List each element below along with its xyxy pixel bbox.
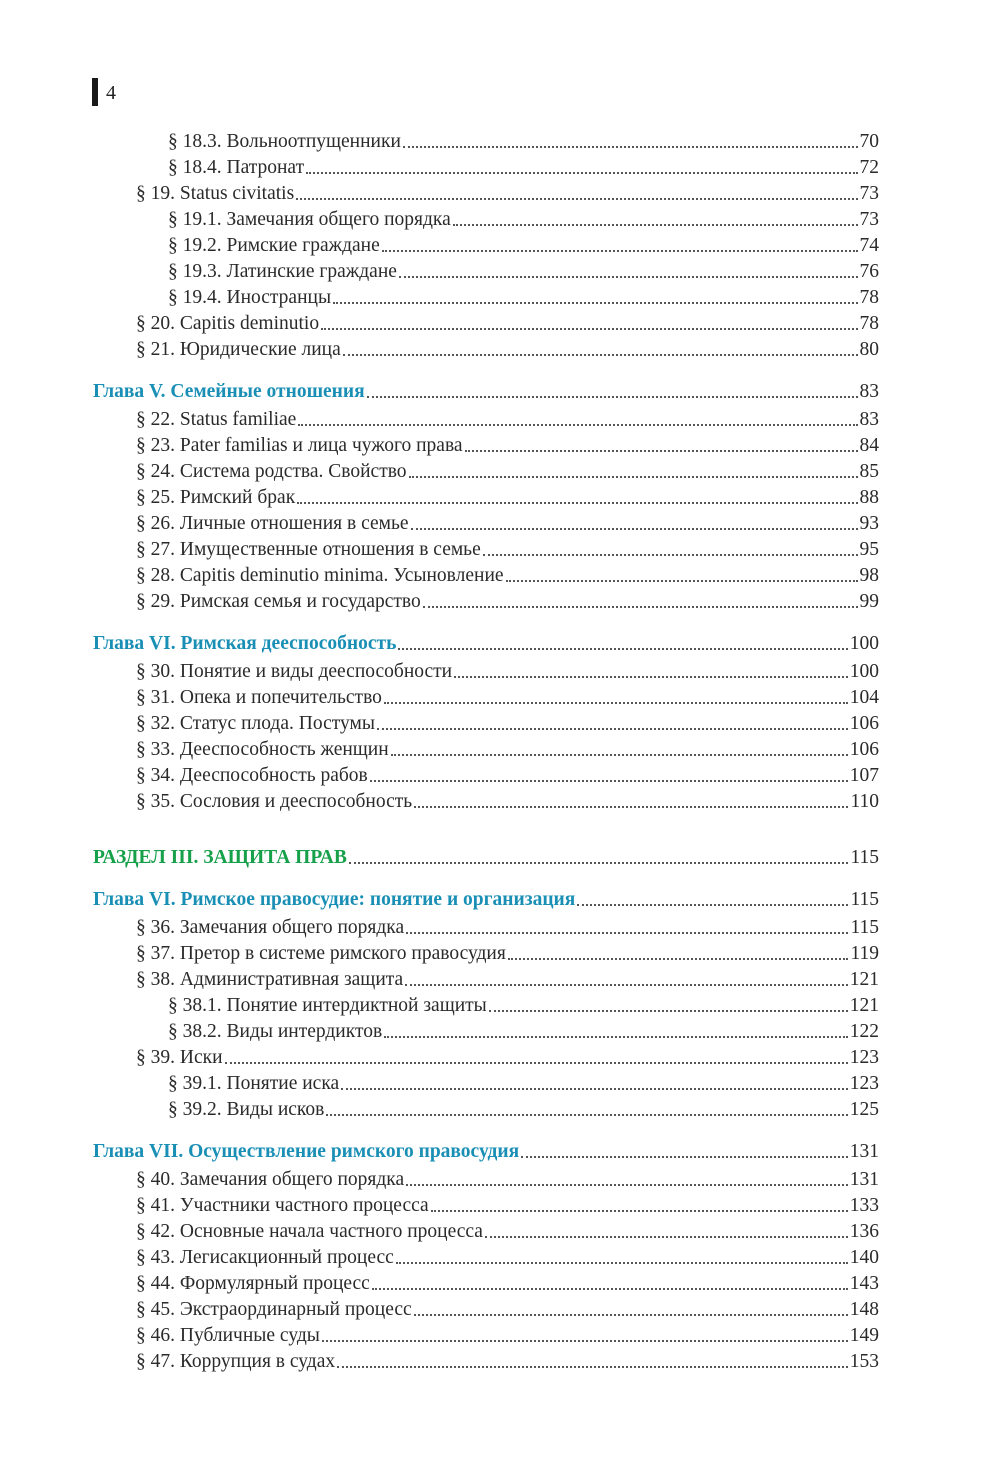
toc-entry-title: § 19.2. Римские граждане bbox=[168, 235, 380, 256]
toc-entry-page: 74 bbox=[859, 235, 879, 256]
dot-leader bbox=[521, 1156, 848, 1158]
toc-entry-title: § 38. Административная защита bbox=[136, 969, 404, 990]
toc-entry[interactable] bbox=[136, 658, 879, 684]
toc-entry[interactable] bbox=[136, 1192, 879, 1218]
dot-leader bbox=[399, 276, 858, 278]
toc-entry[interactable] bbox=[136, 940, 879, 966]
toc-entry-page: 83 bbox=[859, 381, 879, 402]
dot-leader bbox=[485, 1236, 848, 1238]
toc-entry-title: § 37. Претор в системе римского правосудия bbox=[136, 943, 506, 964]
toc-entry-title: § 34. Дееспособность рабов bbox=[136, 765, 368, 786]
dot-leader bbox=[225, 1062, 848, 1064]
toc-entry-page: 115 bbox=[850, 847, 879, 868]
toc-entry-title: § 18.3. Вольноотпущенники bbox=[168, 131, 401, 152]
toc-entry[interactable] bbox=[136, 432, 879, 458]
dot-leader bbox=[384, 1036, 848, 1038]
toc-entry[interactable] bbox=[136, 1348, 879, 1374]
toc-entry-title: § 19.3. Латинские граждане bbox=[168, 261, 397, 282]
toc-entry-title: § 21. Юридические лица bbox=[136, 339, 341, 360]
toc-entry[interactable] bbox=[136, 484, 879, 510]
toc-entry-page: 70 bbox=[859, 131, 879, 152]
toc-entry-title: § 39.2. Виды исков bbox=[168, 1099, 325, 1120]
toc-entry-title: § 45. Экстраординарный процесс bbox=[136, 1299, 412, 1320]
toc-entry-title: § 44. Формулярный процесс bbox=[136, 1273, 370, 1294]
toc-entry-title: § 33. Дееспособность женщин bbox=[136, 739, 389, 760]
toc-entry[interactable] bbox=[168, 258, 879, 284]
toc-entry[interactable] bbox=[136, 180, 879, 206]
dot-leader bbox=[384, 702, 848, 704]
toc-entry-title: § 38.2. Виды интердиктов bbox=[168, 1021, 383, 1042]
dot-leader bbox=[367, 396, 858, 398]
toc-entry-page: 78 bbox=[859, 313, 879, 334]
dot-leader bbox=[298, 424, 857, 426]
dot-leader bbox=[414, 806, 848, 808]
toc-entry-title: § 25. Римский брак bbox=[136, 487, 296, 508]
toc-entry-page: 121 bbox=[849, 969, 879, 990]
toc-entry[interactable] bbox=[136, 710, 879, 736]
toc-entry-page: 107 bbox=[849, 765, 879, 786]
toc-entry[interactable] bbox=[168, 284, 879, 310]
toc-entry-page: 88 bbox=[859, 487, 879, 508]
dot-leader bbox=[391, 754, 848, 756]
toc-entry-page: 76 bbox=[859, 261, 879, 282]
toc-entry-title: § 42. Основные начала частного процесса bbox=[136, 1221, 483, 1242]
toc-entry-title: § 43. Легисакционный процесс bbox=[136, 1247, 394, 1268]
toc-entry-page: 78 bbox=[859, 287, 879, 308]
toc-entry-title: § 24. Система родства. Свойство bbox=[136, 461, 407, 482]
dot-leader bbox=[306, 172, 857, 174]
toc-entry[interactable] bbox=[168, 128, 879, 154]
dot-leader bbox=[396, 1262, 848, 1264]
dot-leader bbox=[343, 354, 858, 356]
toc-entry-page: 73 bbox=[859, 209, 879, 230]
toc-entry-page: 153 bbox=[849, 1351, 879, 1372]
toc-entry-title: § 35. Сословия и дееспособность bbox=[136, 791, 413, 812]
toc-entry[interactable] bbox=[136, 788, 879, 814]
toc-entry[interactable] bbox=[168, 1096, 879, 1122]
toc-entry-page: 73 bbox=[859, 183, 879, 204]
toc-entry[interactable] bbox=[136, 762, 879, 788]
toc-entry-title: Глава VI. Римское правосудие: понятие и организация bbox=[93, 889, 576, 910]
toc-entry-title: § 29. Римская семья и государство bbox=[136, 591, 421, 612]
toc-entry[interactable] bbox=[136, 1166, 879, 1192]
toc-entry-page: 83 bbox=[859, 409, 879, 430]
toc-entry[interactable] bbox=[136, 510, 879, 536]
toc-entry-title: § 19. Status civitatis bbox=[136, 183, 295, 204]
toc-entry-title: § 46. Публичные суды bbox=[136, 1325, 320, 1346]
toc-entry-page: 122 bbox=[849, 1021, 879, 1042]
toc-entry-page: 106 bbox=[849, 739, 879, 760]
dot-leader bbox=[406, 932, 848, 934]
page-number: 4 bbox=[106, 82, 116, 104]
dot-leader bbox=[382, 250, 858, 252]
page-marker-bar bbox=[92, 78, 98, 106]
dot-leader bbox=[337, 1366, 848, 1368]
toc-entry-title: § 39.1. Понятие иска bbox=[168, 1073, 340, 1094]
toc-entry-title: § 38.1. Понятие интердиктной защиты bbox=[168, 995, 487, 1016]
toc-entry-title: § 27. Имущественные отношения в семье bbox=[136, 539, 481, 560]
dot-leader bbox=[489, 1010, 848, 1012]
toc-entry[interactable] bbox=[136, 536, 879, 562]
toc-entry-page: 84 bbox=[859, 435, 879, 456]
toc-entry-title: § 39. Иски bbox=[136, 1047, 223, 1068]
toc-entry-title: § 41. Участники частного процесса bbox=[136, 1195, 429, 1216]
toc-entry[interactable] bbox=[136, 966, 879, 992]
toc-entry[interactable] bbox=[136, 914, 879, 940]
toc-entry[interactable] bbox=[136, 1296, 879, 1322]
toc-entry-page: 136 bbox=[849, 1221, 879, 1242]
toc-entry-page: 72 bbox=[859, 157, 879, 178]
toc-entry[interactable] bbox=[136, 336, 879, 362]
toc-entry-page: 85 bbox=[859, 461, 879, 482]
toc-entry-page: 149 bbox=[849, 1325, 879, 1346]
toc-entry-page: 131 bbox=[849, 1141, 879, 1162]
toc-entry-page: 98 bbox=[859, 565, 879, 586]
dot-leader bbox=[398, 648, 847, 650]
dot-leader bbox=[349, 862, 849, 864]
toc-entry-page: 100 bbox=[849, 633, 879, 654]
toc-entry-page: 99 bbox=[859, 591, 879, 612]
toc-entry-title: § 23. Pater familias и лица чужого права bbox=[136, 435, 463, 456]
toc-chapter-entry[interactable] bbox=[93, 1138, 879, 1164]
toc-entry-title: § 19.1. Замечания общего порядка bbox=[168, 209, 451, 230]
toc-entry[interactable] bbox=[136, 1322, 879, 1348]
dot-leader bbox=[406, 1184, 848, 1186]
toc-chapter-entry[interactable] bbox=[93, 886, 879, 912]
toc-entry-title: § 20. Capitis deminutio bbox=[136, 313, 320, 334]
toc-entry-page: 106 bbox=[849, 713, 879, 734]
toc-entry-page: 119 bbox=[850, 943, 879, 964]
toc-entry[interactable] bbox=[136, 588, 879, 614]
toc-entry-title: § 18.4. Патронат bbox=[168, 157, 305, 178]
toc-entry-page: 104 bbox=[849, 687, 879, 708]
dot-leader bbox=[431, 1210, 848, 1212]
toc-entry-title: § 36. Замечания общего порядка bbox=[136, 917, 405, 938]
dot-leader bbox=[321, 328, 857, 330]
dot-leader bbox=[341, 1088, 848, 1090]
toc-section-entry[interactable] bbox=[93, 844, 879, 870]
dot-leader bbox=[326, 1114, 847, 1116]
toc-entry-page: 93 bbox=[859, 513, 879, 534]
toc-entry[interactable] bbox=[136, 310, 879, 336]
dot-leader bbox=[454, 676, 848, 678]
toc-entry-title: § 28. Capitis deminutio minima. Усыновление bbox=[136, 565, 504, 586]
toc-entry-title: Глава VII. Осуществление римского правосудия bbox=[93, 1141, 520, 1162]
toc-entry-page: 148 bbox=[849, 1299, 879, 1320]
toc-entry-title: § 47. Коррупция в судах bbox=[136, 1351, 336, 1372]
toc-entry[interactable] bbox=[168, 1070, 879, 1096]
toc-entry[interactable] bbox=[136, 1044, 879, 1070]
toc-entry-title: Глава V. Семейные отношения bbox=[93, 381, 365, 402]
toc-entry[interactable] bbox=[168, 206, 879, 232]
dot-leader bbox=[322, 1340, 848, 1342]
toc-entry-page: 115 bbox=[850, 889, 879, 910]
toc-entry-title: § 40. Замечания общего порядка bbox=[136, 1169, 405, 1190]
toc-entry-title: РАЗДЕЛ III. ЗАЩИТА ПРАВ bbox=[93, 847, 347, 868]
toc-entry-page: 95 bbox=[859, 539, 879, 560]
toc-entry-page: 123 bbox=[849, 1047, 879, 1068]
dot-leader bbox=[296, 198, 857, 200]
toc-entry-page: 125 bbox=[849, 1099, 879, 1120]
dot-leader bbox=[409, 476, 858, 478]
toc-entry[interactable] bbox=[136, 736, 879, 762]
toc-entry[interactable] bbox=[168, 992, 879, 1018]
dot-leader bbox=[483, 554, 858, 556]
dot-leader bbox=[411, 528, 858, 530]
dot-leader bbox=[405, 984, 848, 986]
toc-entry-page: 121 bbox=[849, 995, 879, 1016]
dot-leader bbox=[372, 1288, 848, 1290]
dot-leader bbox=[423, 606, 858, 608]
dot-leader bbox=[453, 224, 858, 226]
dot-leader bbox=[333, 302, 857, 304]
toc-entry[interactable] bbox=[136, 1218, 879, 1244]
toc-entry-title: § 32. Статус плода. Постумы bbox=[136, 713, 375, 734]
toc-entry-title: § 22. Status familiae bbox=[136, 409, 297, 430]
toc-entry-title: § 19.4. Иностранцы bbox=[168, 287, 332, 308]
toc-entry[interactable] bbox=[136, 562, 879, 588]
toc-chapter-entry[interactable] bbox=[93, 630, 879, 656]
dot-leader bbox=[370, 780, 848, 782]
toc-entry-page: 100 bbox=[849, 661, 879, 682]
dot-leader bbox=[508, 958, 849, 960]
toc-entry[interactable] bbox=[136, 1270, 879, 1296]
toc-entry[interactable] bbox=[136, 1244, 879, 1270]
toc-entry-title: Глава VI. Римская дееспособность bbox=[93, 633, 397, 654]
toc-entry-page: 143 bbox=[849, 1273, 879, 1294]
toc-entry[interactable] bbox=[136, 458, 879, 484]
toc-entry-title: § 31. Опека и попечительство bbox=[136, 687, 382, 708]
toc-entry-page: 133 bbox=[849, 1195, 879, 1216]
dot-leader bbox=[465, 450, 858, 452]
toc-entry-page: 123 bbox=[849, 1073, 879, 1094]
toc-entry-page: 131 bbox=[849, 1169, 879, 1190]
toc-entry-title: § 30. Понятие и виды дееспособности bbox=[136, 661, 453, 682]
dot-leader bbox=[377, 728, 848, 730]
toc-entry-title: § 26. Личные отношения в семье bbox=[136, 513, 409, 534]
toc-entry-page: 140 bbox=[849, 1247, 879, 1268]
toc-chapter-entry[interactable] bbox=[93, 378, 879, 404]
dot-leader bbox=[414, 1314, 848, 1316]
dot-leader bbox=[577, 904, 848, 906]
toc-entry-page: 115 bbox=[850, 917, 879, 938]
toc-entry-page: 110 bbox=[850, 791, 879, 812]
toc-entry[interactable] bbox=[168, 232, 879, 258]
dot-leader bbox=[297, 502, 857, 504]
toc-entry[interactable] bbox=[136, 406, 879, 432]
toc-entry[interactable] bbox=[168, 1018, 879, 1044]
toc-entry-page: 80 bbox=[859, 339, 879, 360]
toc-entry[interactable] bbox=[136, 684, 879, 710]
dot-leader bbox=[403, 146, 858, 148]
toc-entry[interactable] bbox=[168, 154, 879, 180]
dot-leader bbox=[506, 580, 858, 582]
